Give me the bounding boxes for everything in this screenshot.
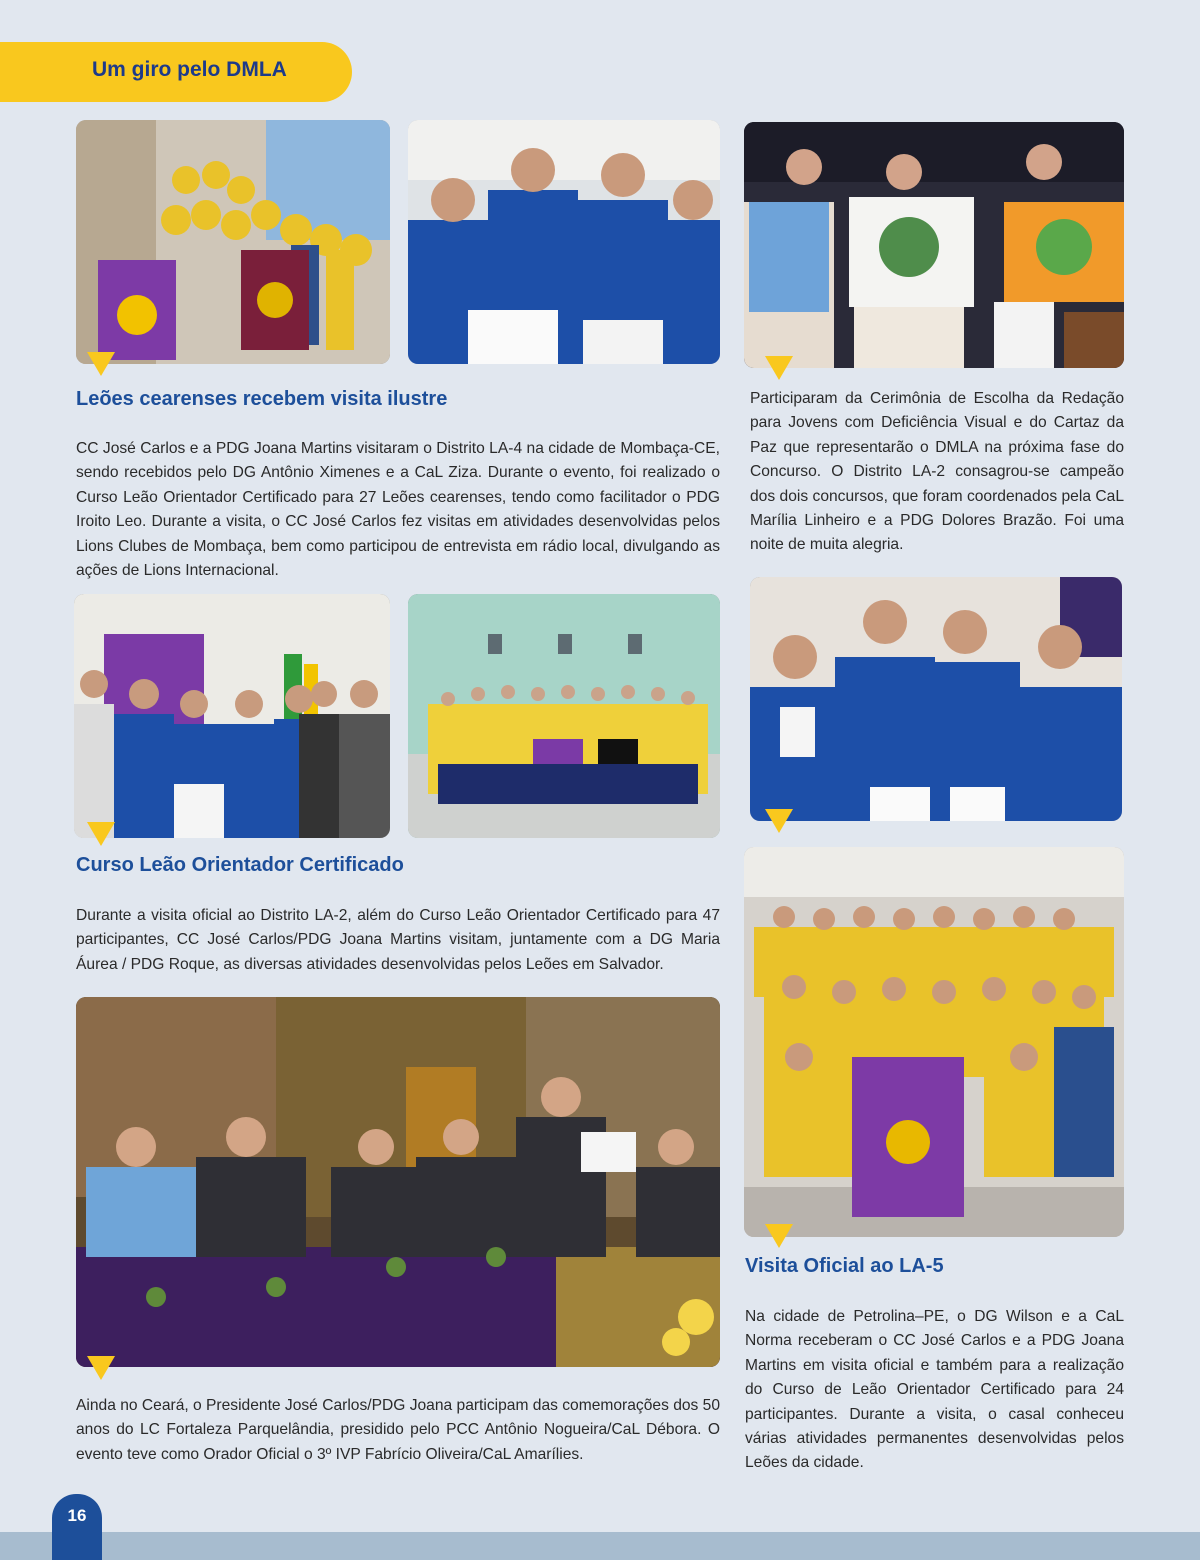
photo-peace-poster-contest <box>744 122 1124 368</box>
article-body-ceara-visit: CC José Carlos e a PDG Joana Martins visitaram o Distrito LA-4 na cidade de Mombaça-CE, sendo recebidos pelo DG Antônio Ximenes e a CaL Ziza. Durante o evento, foi realizado o Curso Leão Orientador Certificado para 27 Leões cearenses, tendo como facilitador o PDG Iroito Leo. Durante a visita, o CC José Carlos fez visitas em atividades desenvolvidas pelos Lions Clubes de Mombaça, bem como participou de entrevista em rádio local, divulgando as ações de Lions Internacional. <box>76 440 720 580</box>
photo-four-leaders-blue-jackets <box>408 120 720 364</box>
article-title-course: Curso Leão Orientador Certificado <box>76 854 404 876</box>
photo-pin-marker <box>87 1356 115 1380</box>
photo-anniversary-banquet <box>76 997 720 1367</box>
article-title-la5-visit: Visita Oficial ao LA-5 <box>745 1255 944 1277</box>
article-body-essay-ceremony: Participaram da Cerimônia de Escolha da Redação para Jovens com Deficiência Visual e do Cartaz da Paz que representarão o DMLA na próxima fase do Concurso. O Distrito LA-2 consagrou-se campeão dos dois concursos, que foram coordenados pela CaL Marília Linheiro e a PDG Dolores Brazão. Foi uma noite de muita alegria. <box>750 390 1124 554</box>
photo-pin-marker <box>87 822 115 846</box>
photo-pin-marker <box>765 809 793 833</box>
photo-pin-marker <box>765 1224 793 1248</box>
article-body-la5-visit: Na cidade de Petrolina–PE, o DG Wilson e a CaL Norma receberam o CC José Carlos e a PDG Joana Martins em visita oficial e também para a realização do Curso de Leão Orientador Certificado para 24 participantes. Durante a visita, o casal conheceu várias atividades permanentes desenvolvidas pelos Leões da cidade. <box>745 1308 1124 1472</box>
article-body-course: Durante a visita oficial ao Distrito LA-2, além do Curso Leão Orientador Certificado para 47 participantes, CC José Carlos/PDG Joana Martins visitam, juntamente com a DG Maria Áurea / PDG Roque, as diversas atividades desenvolvidas pelos Leões em Salvador. <box>76 907 720 973</box>
footer-band <box>0 1532 1200 1560</box>
photo-group-lions-banner-salvador <box>74 594 390 838</box>
photo-outdoor-group-course <box>408 594 720 838</box>
photo-four-leaders-medal <box>750 577 1122 821</box>
photo-group-banners-mombaca <box>76 120 390 364</box>
section-tag <box>0 42 352 102</box>
photo-pin-marker <box>87 352 115 376</box>
article-title-ceara-visit: Leões cearenses recebem visita ilustre <box>76 388 448 410</box>
section-tag-label: Um giro pelo DMLA <box>92 58 287 81</box>
article-body-anniversary: Ainda no Ceará, o Presidente José Carlos/PDG Joana participam das comemorações dos 50 anos do LC Fortaleza Parquelândia, presidido pelo PCC Antônio Nogueira/CaL Débora. O evento teve como Orador Oficial o 3º IVP Fabrício Oliveira/CaL Amarílies. <box>76 1397 721 1463</box>
photo-group-petrolina-banner <box>744 847 1124 1237</box>
photo-pin-marker <box>765 356 793 380</box>
page-number: 16 <box>52 1494 102 1560</box>
